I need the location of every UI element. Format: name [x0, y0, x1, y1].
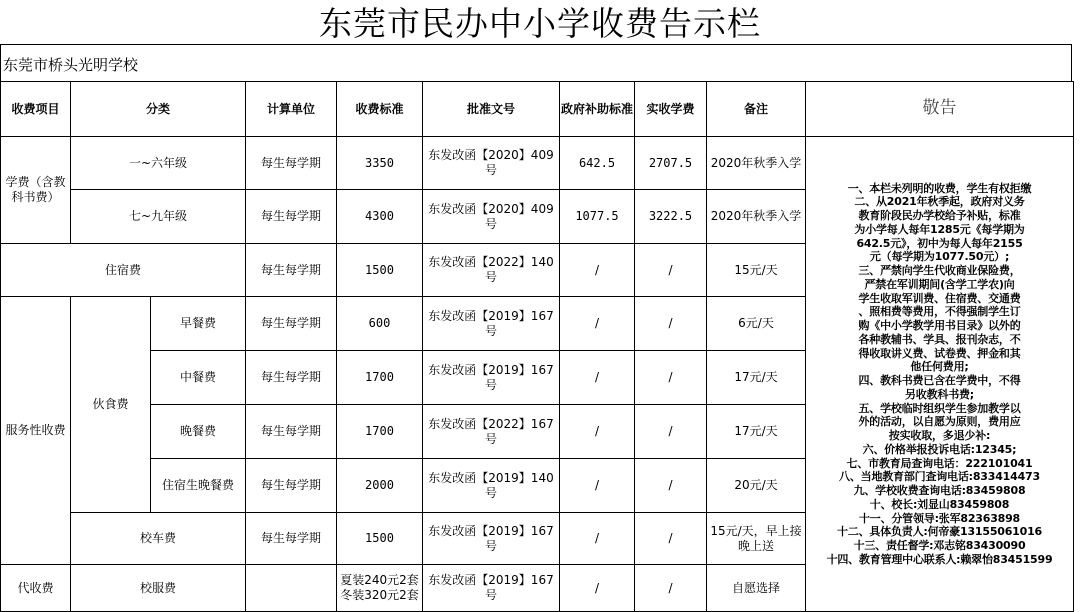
lodging-actual: /: [635, 244, 707, 297]
agency-item: 代收费: [1, 565, 71, 612]
grade7-9-approval: 东发改函【2020】409号: [423, 190, 560, 244]
notice-panel: [806, 137, 1074, 612]
notice-line: 元（每学期为1077.50元）;: [869, 250, 1010, 264]
notice-line: 十三、责任督学:邓志铭83430090: [853, 539, 1026, 552]
header-actual: 实收学费: [635, 82, 707, 137]
grade1-6-unit: 每生每学期: [246, 137, 337, 190]
notice-line: 按实收取，多退少补:: [888, 429, 991, 442]
dinner-category: 晚餐费: [151, 405, 246, 459]
boarder-dinner-unit: 每生每学期: [246, 459, 337, 513]
lodging-subsidy: /: [560, 244, 635, 297]
dinner-actual: /: [635, 405, 707, 459]
lunch-category: 中餐费: [151, 351, 246, 405]
notice-line: 九、学校收费查询电话:83459808: [853, 484, 1026, 497]
table-row: [1, 137, 1074, 190]
page-title: 东莞市民办中小学收费告示栏: [319, 4, 761, 43]
lodging-approval: 东发改函【2022】140号: [423, 244, 560, 297]
notice-line: 、照相费等费用，不得强制学生订: [858, 305, 1021, 319]
bus-actual: /: [635, 513, 707, 565]
boarder-dinner-approval: 东发改函【2019】140号: [423, 459, 560, 513]
header-category: 分类: [71, 82, 246, 137]
dinner-unit: 每生每学期: [246, 405, 337, 459]
grade1-6-actual: 2707.5: [635, 137, 707, 190]
notice-line: 十一、分管领导:张军82363898: [858, 511, 1021, 525]
header-item: 收费项目: [1, 82, 71, 137]
notice-line: 另收教科书费;: [905, 387, 974, 401]
notice-line: 他任何费用;: [910, 360, 969, 374]
notice-line: 外的活动，以自愿为原则，费用应: [858, 415, 1021, 429]
notice-line: 教育阶段民办学校给予补贴，标准: [858, 209, 1021, 222]
bus-approval: 东发改函【2019】167号: [423, 513, 560, 565]
notice-line: 八、当地教育部门查询电话:833414473: [839, 470, 1040, 484]
lunch-remark: 17元/天: [707, 351, 806, 405]
notice-line: 五、学校临时组织学生参加教学以: [858, 401, 1021, 415]
uniform-subsidy: /: [560, 565, 635, 612]
breakfast-remark: 6元/天: [707, 297, 806, 351]
school-name: 东莞市桥头光明学校: [0, 44, 1072, 81]
notice-line: 二、从2021年秋季起，政府对义务: [854, 195, 1025, 209]
grade7-9-subsidy: 1077.5: [560, 190, 635, 244]
lunch-unit: 每生每学期: [246, 351, 337, 405]
grade1-6-approval: 东发改函【2020】409号: [423, 137, 560, 190]
grade1-6-remark: 2020年秋季入学: [707, 137, 806, 190]
notice-line: 十四、教育管理中心联系人:赖翠怡83451599: [826, 552, 1053, 566]
notice-line: 十、校长:刘显山83459808: [869, 497, 1010, 511]
grade7-9-unit: 每生每学期: [246, 190, 337, 244]
notice-line: 七、市教育局查询电话：222101041: [846, 456, 1033, 470]
boarder-dinner-actual: /: [635, 459, 707, 513]
uniform-unit: [246, 565, 337, 612]
header-standard: 收费标准: [337, 82, 423, 137]
fee-table: [0, 81, 1074, 612]
lunch-subsidy: /: [560, 351, 635, 405]
grade7-9-remark: 2020年秋季入学: [707, 190, 806, 244]
notice-line: 四、教科书费已含在学费中，不得: [858, 374, 1021, 387]
notice-line: 十二、具体负责人:何帝豪13155061016: [837, 525, 1042, 539]
notice-list: [806, 182, 1073, 567]
header-subsidy: 政府补助标准: [560, 82, 635, 137]
meal-group: 伙食费: [71, 297, 151, 513]
grade7-9-standard: 4300: [337, 190, 423, 244]
bus-category: 校车费: [71, 513, 246, 565]
bus-unit: 每生每学期: [246, 513, 337, 565]
uniform-standard: [337, 565, 423, 612]
service-item: 服务性收费: [1, 297, 71, 565]
header-row: [1, 82, 1074, 137]
lunch-actual: /: [635, 351, 707, 405]
uniform-remark: 自愿选择: [707, 565, 806, 612]
boarder-dinner-subsidy: /: [560, 459, 635, 513]
lodging-unit: 每生每学期: [246, 244, 337, 297]
notice-line: 严禁在军训期间(含学工学农)向: [864, 277, 1015, 291]
tuition-item: 学费（含教科书费）: [1, 137, 71, 244]
bus-remark: 15元/天，早上接晚上送: [707, 513, 806, 565]
header-remark: 备注: [707, 82, 806, 137]
header-notice: 敬告: [806, 82, 1074, 137]
notice-line: 三、严禁向学生代收商业保险费，: [858, 264, 1021, 277]
breakfast-unit: 每生每学期: [246, 297, 337, 351]
dinner-subsidy: /: [560, 405, 635, 459]
bus-standard: 1500: [337, 513, 423, 565]
uniform-category: 校服费: [71, 565, 246, 612]
notice-line: 各种教辅书、学具、报刊杂志，不: [858, 332, 1021, 346]
grade7-9-category: 七~九年级: [71, 190, 246, 244]
uniform-actual: /: [635, 565, 707, 612]
breakfast-subsidy: /: [560, 297, 635, 351]
uniform-standard-summer: 夏装240元2套: [340, 573, 419, 587]
grade1-6-subsidy: 642.5: [560, 137, 635, 190]
bus-subsidy: /: [560, 513, 635, 565]
breakfast-actual: /: [635, 297, 707, 351]
notice-line: 一、本栏未列明的收费，学生有权拒缴: [847, 181, 1032, 195]
uniform-approval: 东发改函【2019】167号: [423, 565, 560, 612]
breakfast-category: 早餐费: [151, 297, 246, 351]
notice-line: 六、价格举报投诉电话:12345;: [862, 442, 1017, 456]
breakfast-standard: 600: [337, 297, 423, 351]
header-unit: 计算单位: [246, 82, 337, 137]
dinner-standard: 1700: [337, 405, 423, 459]
lodging-standard: 1500: [337, 244, 423, 297]
lodging-category: 住宿费: [1, 244, 246, 297]
header-approval: 批准文号: [423, 82, 560, 137]
dinner-remark: 17元/天: [707, 405, 806, 459]
notice-line: 为小学每人每年1285元《每学期为: [854, 222, 1025, 236]
notice-line: 购《中小学教学用书目录》以外的: [858, 319, 1021, 332]
boarder-dinner-standard: 2000: [337, 459, 423, 513]
lodging-remark: 15元/天: [707, 244, 806, 297]
notice-line: 642.5元》，初中为每人每年2155: [856, 236, 1023, 250]
lunch-standard: 1700: [337, 351, 423, 405]
dinner-approval: 东发改函【2022】167号: [423, 405, 560, 459]
lunch-approval: 东发改函【2019】167号: [423, 351, 560, 405]
notice-line: 学生收取军训费、住宿费、交通费: [858, 291, 1021, 305]
breakfast-approval: 东发改函【2019】167号: [423, 297, 560, 351]
grade1-6-standard: 3350: [337, 137, 423, 190]
boarder-dinner-remark: 20元/天: [707, 459, 806, 513]
grade1-6-category: 一~六年级: [71, 137, 246, 190]
boarder-dinner-category: 住宿生晚餐费: [151, 459, 246, 513]
uniform-standard-winter: 冬装320元2套: [340, 588, 419, 602]
grade7-9-actual: 3222.5: [635, 190, 707, 244]
notice-line: 得收取讲义费、试卷费、押金和其: [858, 346, 1021, 360]
